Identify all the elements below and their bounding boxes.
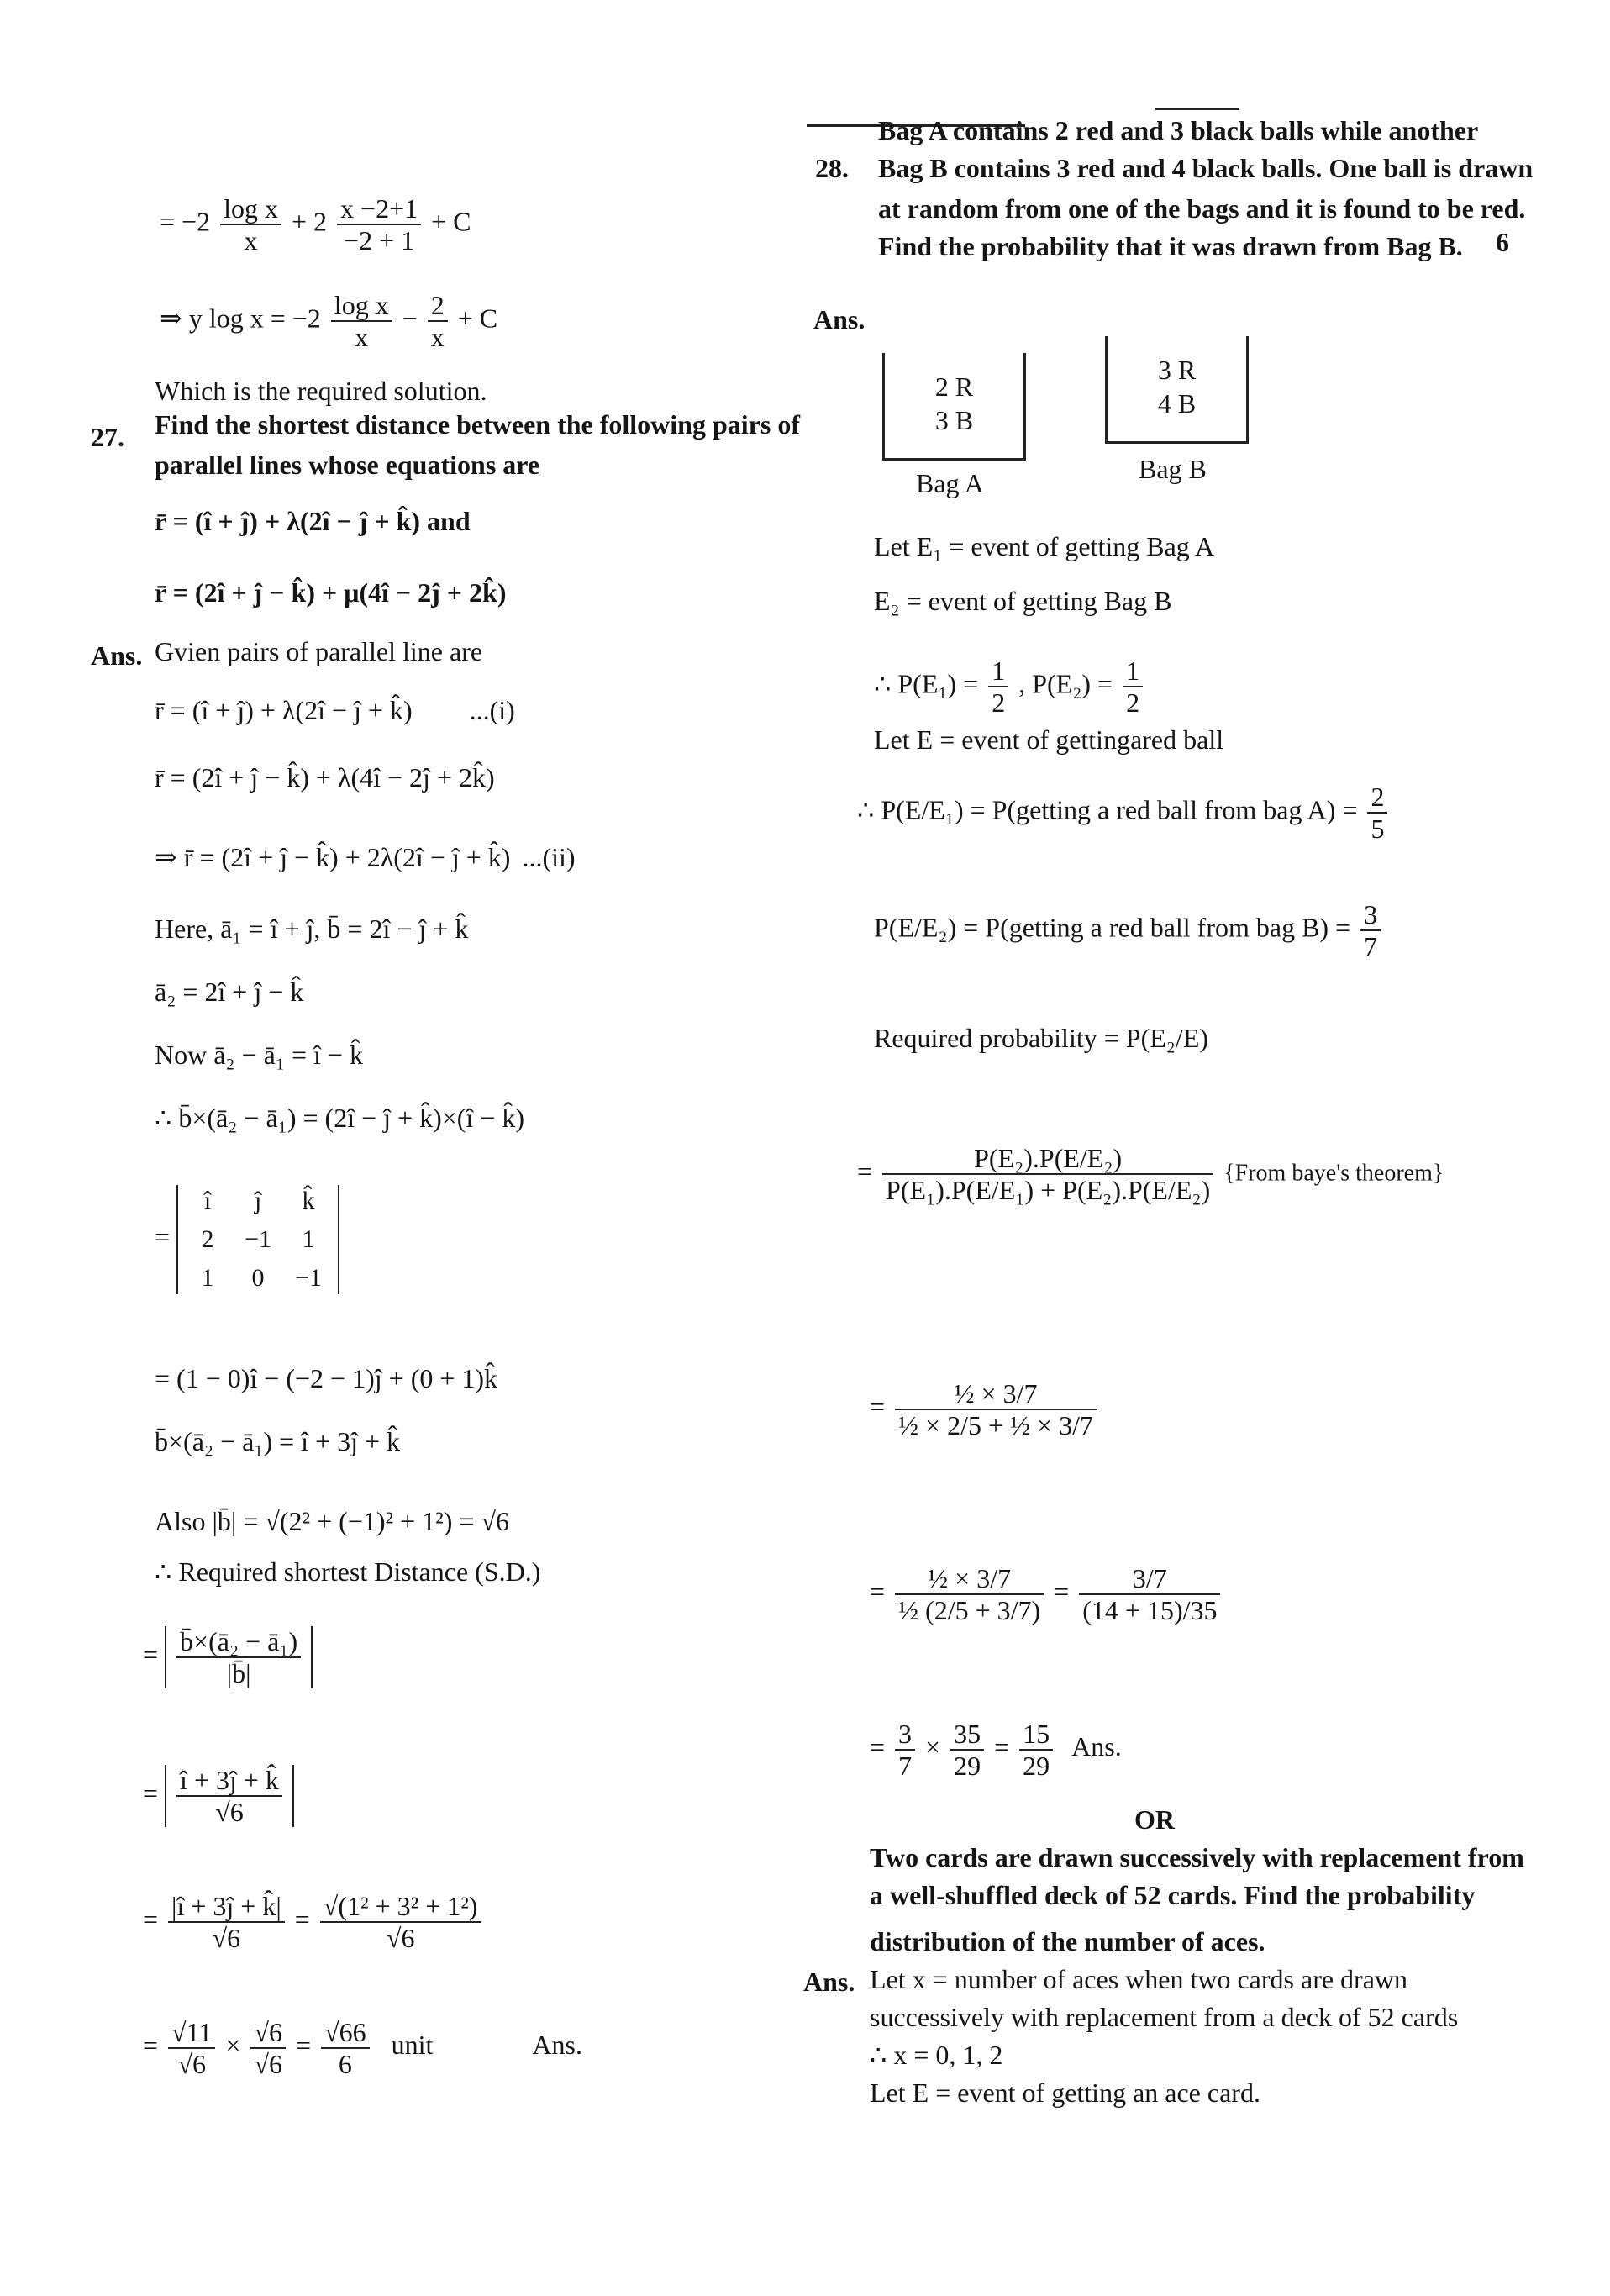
question-28-marks: 6 [1496, 227, 1509, 257]
question-28-text-1: Bag A contains 2 red and 3 black balls while another [878, 115, 1479, 145]
event-e-def: Let E = event of gettingared ball [874, 724, 1224, 755]
solution-line-2: ⇒ y log x = −2 $\frac{\text{log x}}{x}$ − $\frac{2}{x}$ + C [160, 290, 498, 352]
or-question-1: Two cards are drawn successively with replacement from [870, 1842, 1524, 1872]
scan-artifact-line [1155, 108, 1239, 110]
answer-eq-2: r̄ = (2î + ĵ − k̂) + λ(4î − 2ĵ + 2k̂) [155, 762, 495, 793]
or-question-3: distribution of the number of aces. [870, 1926, 1265, 1956]
or-question-2: a well-shuffled deck of 52 cards. Find the probability [870, 1880, 1476, 1910]
answer-2-line-2: successively with replacement from a deck of 52 cards [870, 2002, 1459, 2032]
bayes-step-2: = $\frac{\text{½ × 3/7}}{\text{½ (2/5 + 3/7)}}$ = $\frac{3/7}{(14 + 15)/35}$ [870, 1563, 1223, 1625]
question-28-text-4: Find the probability that it was drawn from Bag B. [878, 231, 1463, 261]
determinant: = î ĵ k̂ 2 −1 1 1 0 −1 [155, 1185, 339, 1294]
event-e1: Let E₁ = event of getting Bag A [874, 531, 1215, 561]
bag-a-box: 2 R 3 B [882, 353, 1026, 461]
answer-2-line-1: Let x = number of aces when two cards are drawn [870, 1964, 1408, 1994]
question-27-eq-1: r̄ = (î + ĵ) + λ(2î − ĵ + k̂) and [155, 506, 471, 536]
bayes-step-3: = $\frac{3}{7}$ × $\frac{35}{29}$ = $\frac{15}{29}$ Ans. [870, 1719, 1122, 1781]
bayes-step-1: = $\frac{\text{½ × 3/7}}{\text{½ × 2/5 + ½ × 3/7}}$ [870, 1378, 1100, 1440]
fraction: $\frac{x -2+1}{-2 + 1}$ [337, 193, 421, 255]
text: = −2 [160, 206, 211, 237]
answer-2-label: Ans. [803, 1967, 855, 1997]
bayes-formula: = $\frac{\text{P(E₂).P(E/E₂)}}{\text{P(E₁).P(E/E₁) + P(E₂).P(E/E₂)}}$ {From baye's theorem} [857, 1143, 1444, 1205]
answer-eq-1: r̄ = (î + ĵ) + λ(2î − ĵ + k̂) ...(i) [155, 695, 515, 725]
expand-line: = (1 − 0)î − (−2 − 1)ĵ + (0 + 1)k̂ [155, 1363, 498, 1393]
answer-label: Ans. [813, 304, 866, 334]
required-probability: Required probability = P(E₂/E) [874, 1023, 1209, 1053]
answer-intro: Gvien pairs of parallel line are [155, 636, 483, 666]
which-line: Which is the required solution. [155, 376, 487, 406]
sd-step-1: = $\frac{\text{b̄×(ā₂ − ā₁)}}{|b̄|}$ [143, 1626, 313, 1688]
here-line: Here, ā₁ = î + ĵ, b̄ = 2î − ĵ + k̂ [155, 914, 469, 944]
question-27-text-1: Find the shortest distance between the following pairs of [155, 409, 800, 440]
event-e2: E₂ = event of getting Bag B [874, 586, 1172, 616]
question-28-number: 28. [815, 153, 849, 183]
cross-line: ∴ b̄×(ā₂ − ā₁) = (2î − ĵ + k̂)×(î − k̂) [155, 1103, 525, 1133]
question-28-text-2: Bag B contains 3 red and 4 black balls. One ball is drawn [878, 153, 1534, 183]
bag-b-label: Bag B [1139, 454, 1207, 484]
or-divider: OR [1134, 1804, 1175, 1835]
priors-line: ∴ P(E₁) = $\frac{1}{2}$ , P(E₂) = $\frac{1}{2}$ [874, 656, 1146, 718]
fraction: $\frac{\text{log x}}{x}$ [220, 193, 281, 255]
question-27-eq-2: r̄ = (2î + ĵ − k̂) + μ(4î − 2ĵ + 2k̂) [155, 577, 507, 608]
bag-b-box: 3 R 4 B [1105, 336, 1249, 444]
required-sd-line: ∴ Required shortest Distance (S.D.) [155, 1556, 541, 1587]
also-line: Also |b̄| = √(2² + (−1)² + 1²) = √6 [155, 1506, 510, 1536]
question-28-text-3: at random from one of the bags and it is found to be red. [878, 193, 1526, 224]
likelihood-a: ∴ P(E/E₁) = P(getting a red ball from bag A) = $\frac{2}{5}$ [857, 782, 1391, 844]
now-line: Now ā₂ − ā₁ = î − k̂ [155, 1040, 363, 1070]
sd-step-2: = $\frac{î + 3ĵ + k̂}{√6}$ [143, 1765, 294, 1827]
a2-line: ā₂ = 2î + ĵ − k̂ [155, 977, 304, 1007]
question-27-text-2: parallel lines whose equations are [155, 450, 540, 480]
determinant-matrix: î ĵ k̂ 2 −1 1 1 0 −1 [176, 1185, 339, 1294]
sd-step-3: = $\frac{|î + 3ĵ + k̂|}{√6}$ = $\frac{\text{√(1² + 3² + 1²)}}{√6}$ [143, 1891, 485, 1953]
fraction: $\frac{\text{log x}}{x}$ [331, 290, 392, 352]
solution-line-1: = −2 $\frac{\text{log x}}{x}$ + 2 $\frac{x -2+1}{-2 + 1}$ + C [160, 193, 471, 255]
answer-eq-3: ⇒ r̄ = (2î + ĵ − k̂) + 2λ(2î − ĵ + k̂) ...(ii) [155, 842, 576, 872]
question-27-number: 27. [91, 422, 124, 452]
cross-result-line: b̄×(ā₂ − ā₁) = î + 3ĵ + k̂ [155, 1426, 401, 1456]
answer-label: Ans. [91, 640, 143, 671]
bag-a-label: Bag A [916, 468, 984, 498]
answer-2-line-4: Let E = event of getting an ace card. [870, 2077, 1260, 2108]
answer-2-line-3: ∴ x = 0, 1, 2 [870, 2040, 1003, 2070]
likelihood-b: P(E/E₂) = P(getting a red ball from bag B) = $\frac{3}{7}$ [874, 899, 1384, 961]
fraction: $\frac{2}{x}$ [428, 290, 448, 352]
sd-step-4: = $\frac{√11}{√6}$ × $\frac{√6}{√6}$ = $\frac{√66}{6}$ unit Ans. [143, 2017, 582, 2079]
